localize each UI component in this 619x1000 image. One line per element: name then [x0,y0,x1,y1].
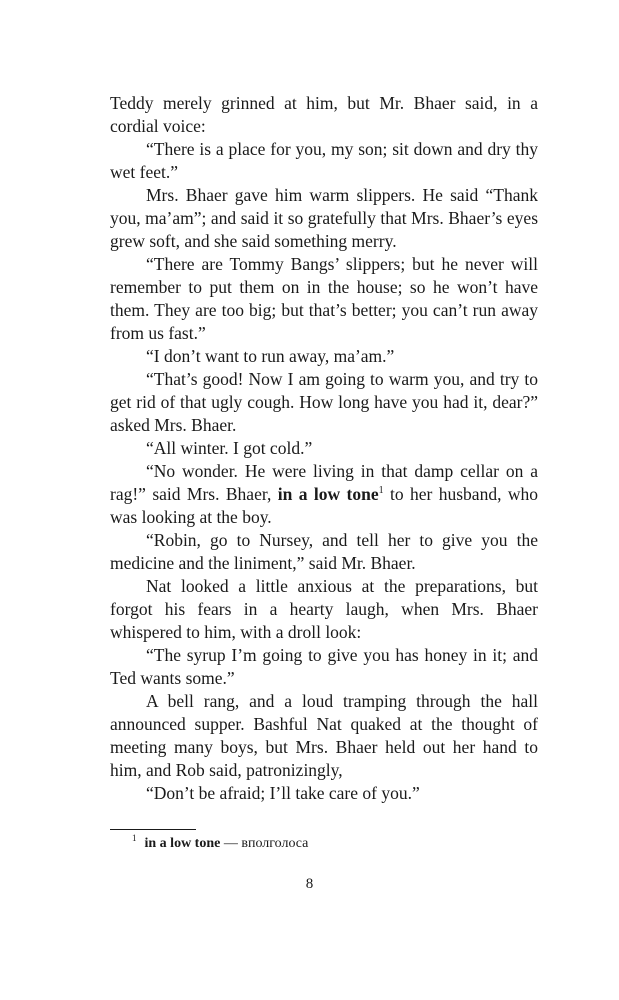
paragraph: “There are Tommy Bangs’ slippers; but he never will remember to put them on in the house; so he won’t have them. They are too big; but that’s better; you can’t run away from us fast.” [110,254,538,343]
footnote-reference[interactable]: 1 [378,485,384,497]
paragraph: “All winter. I got cold.” [146,438,313,458]
paragraph: Mrs. Bhaer gave him warm slippers. He said “Thank you, ma’am”; and said it so gratefully that Mrs. Bhaer’s eyes grew soft, and she said something merry. [110,185,538,251]
footnote-dash: — [223,836,238,851]
footnoted-term: in a low tone [277,484,379,504]
footnote-number: 1 [132,833,137,844]
footnote-term: in a low tone [144,836,221,851]
paragraph-text-after: to her husband, who was looking at the boy. [110,484,538,527]
footnote-separator [110,829,196,830]
paragraph: A bell rang, and a loud tramping through the hall announced supper. Bashful Nat quaked at the thought of meeting many boys, but Mrs. Bhaer held out her hand to him, and Rob said, patronizingly, [110,691,538,780]
paragraph: “Robin, go to Nursey, and tell her to give you the medicine and the liniment,” said Mr. Bhaer. [110,530,538,573]
footnote-translation: вполголоса [241,836,309,851]
paragraph-with-footnote [110,460,538,529]
paragraph: “That’s good! Now I am going to warm you, and try to get rid of that ugly cough. How long have you had it, dear?” asked Mrs. Bhaer. [110,369,538,435]
paragraph: Teddy merely grinned at him, but Mr. Bhaer said, in a cordial voice: [110,93,538,136]
paragraph: “I don’t want to run away, ma’am.” [146,346,395,366]
paragraph: Nat looked a little anxious at the preparations, but forgot his fears in a hearty laugh, when Mrs. Bhaer whispered to him, with a droll look: [110,576,538,642]
paragraph: “There is a place for you, my son; sit down and dry thy wet feet.” [110,139,538,182]
paragraph: “The syrup I’m going to give you has honey in it; and Ted wants some.” [110,645,538,688]
paragraph: “Don’t be afraid; I’ll take care of you.” [146,783,420,803]
page-number: 8 [305,876,314,892]
paragraph-text-before: “No wonder. He were living in that damp cellar on a rag!” said Mrs. Bhaer, [110,461,538,504]
body-text [110,92,538,805]
footnote [132,835,308,853]
